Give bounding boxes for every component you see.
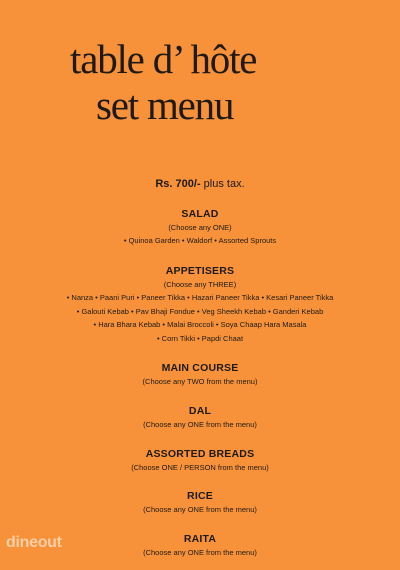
menu-items-line: • Corn Tikki • Papdi Chaat (156, 333, 244, 343)
section-note: (Choose any TWO from the menu) (142, 377, 258, 386)
section-assorted-breads (0, 447, 400, 474)
menu-items-line: • Nanza • Paani Puri • Paneer Tikka • Hazari Paneer Tikka • Kesari Paneer Tikka (66, 293, 334, 302)
section-dal (0, 404, 400, 431)
price-amount: Rs. 700/- (155, 178, 201, 190)
section-note: (Choose any ONE) (168, 223, 232, 232)
title-line-1: table d’ hôte (70, 36, 257, 82)
section-salad (0, 207, 400, 248)
section-note: (Choose any ONE from the menu) (143, 505, 257, 514)
price-suffix: plus tax. (200, 178, 245, 190)
section-heading: RAITA (183, 533, 217, 545)
price (0, 178, 400, 190)
menu-items-line: • Galouti Kebab • Pav Bhaji Fondue • Veg Sheekh Kebab • Ganderi Kebab (76, 306, 324, 316)
section-heading: DAL (188, 405, 212, 417)
section-note: (Choose any ONE from the menu) (143, 548, 257, 557)
menu-items-line: • Quinoa Garden • Waldorf • Assorted Sprouts (123, 236, 277, 245)
section-heading: RICE (187, 490, 213, 502)
section-note: (Choose ONE / PERSON from the menu) (131, 463, 269, 472)
dineout-watermark: dineout (6, 534, 62, 551)
section-heading: SALAD (181, 208, 219, 220)
section-main-course (0, 361, 400, 388)
section-rice (0, 489, 400, 516)
section-heading: MAIN COURSE (161, 362, 239, 374)
section-heading: ASSORTED BREADS (145, 448, 255, 460)
section-appetisers (0, 264, 400, 345)
title-line-2: set menu (96, 82, 234, 128)
menu-title (70, 36, 256, 128)
menu-items-line: • Hara Bhara Kebab • Malai Broccoli • Soya Chaap Hara Masala (93, 320, 307, 329)
section-heading: APPETISERS (165, 265, 235, 277)
section-note: (Choose any ONE from the menu) (143, 420, 257, 429)
section-note: (Choose any THREE) (163, 280, 237, 289)
